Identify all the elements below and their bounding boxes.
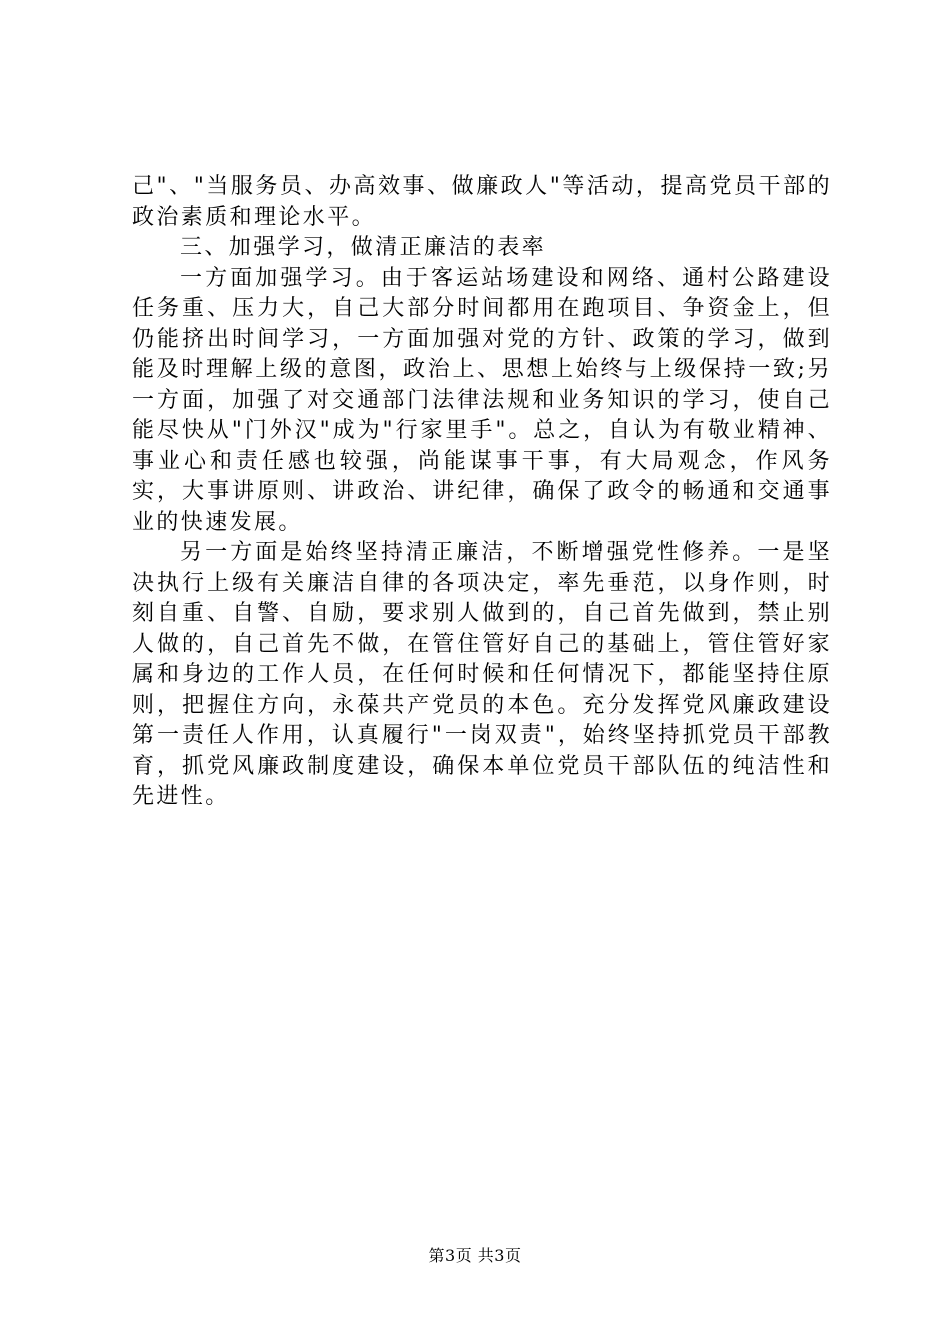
paragraph-integrity: 另一方面是始终坚持清正廉洁，不断增强党性修养。一是坚决执行上级有关廉洁自律的各项决定，率先垂范，以身作则，时刻自重、自警、自励，要求别人做到的，自己首先做到，禁止别人做的，自己首先不做，在管住管好自己的基础上，管住管好家属和身边的工作人员，在任何时候和任何情况下，都能坚持住原则，把握住方向，永葆共产党员的本色。充分发挥党风廉政建设第一责任人作用，认真履行"一岗双责"，始终坚持抓党员干部教育，抓党风廉政制度建设，确保本单位党员干部队伍的纯洁性和先进性。 xyxy=(132,540,832,809)
page-footer: 第3页 共3页 xyxy=(428,1246,522,1265)
paragraph-study: 一方面加强学习。由于客运站场建设和网络、通村公路建设任务重、压力大，自己大部分时间都用在跑项目、争资金上，但仍能挤出时间学习，一方面加强对党的方针、政策的学习，做到能及时理解上级的意图，政治上、思想上始终与上级保持一致;另一方面，加强了对交通部门法律法规和业务知识的学习，使自己能尽快从"门外汉"成为"行家里手"。总之，自认为有敬业精神、事业心和责任感也较强，尚能谋事干事，有大局观念，作风务实，大事讲原则、讲政治、讲纪律，确保了政令的畅通和交通事业的快速发展。 xyxy=(132,265,832,535)
section-heading: 三、加强学习，做清正廉洁的表率 xyxy=(180,235,547,260)
document-body xyxy=(132,172,832,813)
paragraph-continuation: 己"、"当服务员、办高效事、做廉政人"等活动，提高党员干部的政治素质和理论水平。 xyxy=(132,174,832,230)
